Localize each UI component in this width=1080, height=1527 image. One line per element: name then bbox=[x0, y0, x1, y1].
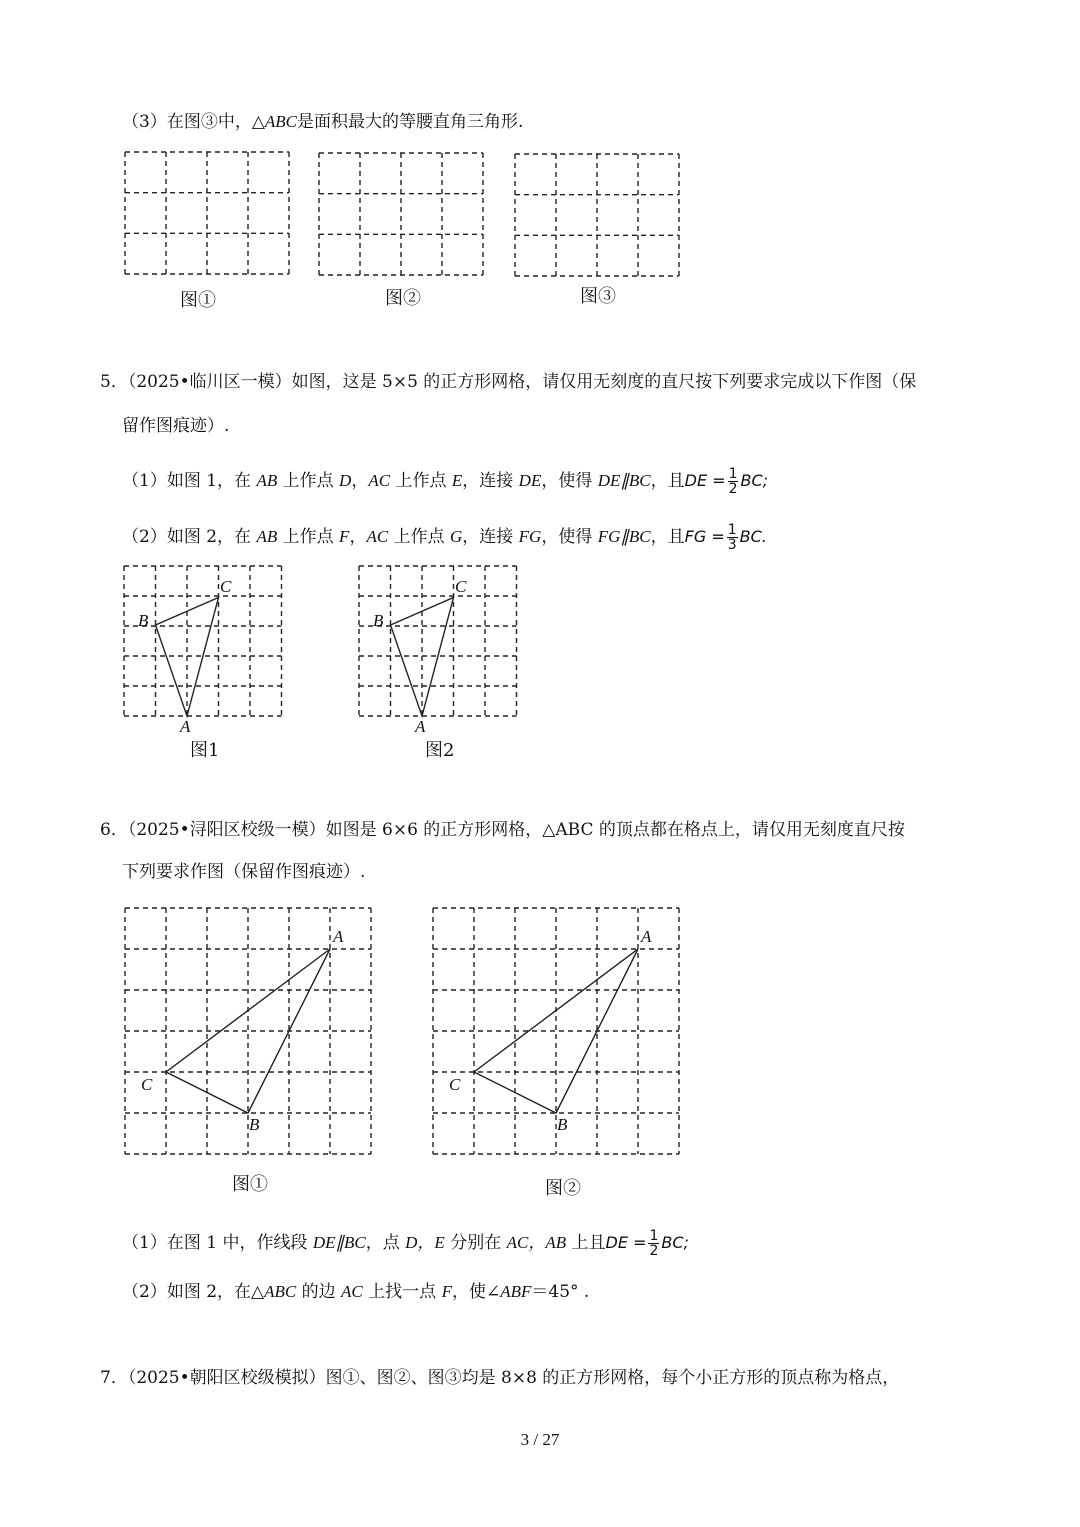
q4-part3-text: （3）在图③中，△ABC是面积最大的等腰直角三角形. bbox=[122, 112, 524, 132]
label-b: B bbox=[557, 1115, 568, 1134]
q4-caption-1: 图① bbox=[180, 290, 216, 311]
q6-figure-1 bbox=[125, 908, 371, 1154]
q5-caption-1: 图1 bbox=[190, 740, 220, 761]
q5-caption-2: 图2 bbox=[425, 740, 455, 761]
label-c: C bbox=[455, 577, 467, 596]
q6-caption-2: 图② bbox=[545, 1178, 581, 1199]
q4-caption-3: 图③ bbox=[580, 286, 616, 307]
q5-figure-1 bbox=[124, 566, 282, 736]
label-c: C bbox=[141, 1075, 153, 1094]
fraction-one-half: $\frac{1}{2}$ bbox=[728, 466, 738, 497]
fraction-one-half: $\frac{1}{2}$ bbox=[649, 1228, 659, 1259]
fraction-one-third: $\frac{1}{3}$ bbox=[727, 522, 737, 553]
q6-caption-1: 图① bbox=[232, 1174, 268, 1195]
label-c: C bbox=[220, 577, 232, 596]
label-b: B bbox=[373, 611, 384, 630]
label-a: A bbox=[641, 927, 652, 946]
label-c: C bbox=[449, 1075, 461, 1094]
q5-part1: （1）如图 1，在 AB 上作点 D，AC 上作点 E，连接 DE，使得 DE∥BC，且DE = $\frac{1}{2}$ BC; bbox=[122, 466, 769, 497]
q4-caption-2: 图② bbox=[385, 288, 421, 309]
q4-grid-1 bbox=[125, 152, 290, 277]
label-a: A bbox=[333, 927, 344, 946]
q5-part2: （2）如图 2，在 AB 上作点 F，AC 上作点 G，连接 FG，使得 FG∥BC，且FG = $\frac{1}{3}$ BC. bbox=[122, 522, 767, 553]
label-b: B bbox=[138, 611, 149, 630]
label-a: A bbox=[415, 717, 426, 736]
label-a: A bbox=[180, 717, 191, 736]
q4-grid-3 bbox=[515, 154, 680, 279]
q6-stem-line1: 6．（2025•浔阳区校级一模）如图是 6×6 的正方形网格，△ABC 的顶点都在格点上，请仅用无刻度直尺按 bbox=[100, 820, 905, 840]
page-number: 3 / 27 bbox=[520, 1430, 560, 1449]
label-b: B bbox=[249, 1115, 260, 1134]
q6-part2: （2）如图 2，在△ABC 的边 AC 上找一点 F，使∠ABF＝45° . bbox=[122, 1282, 590, 1302]
q5-stem-line2: 留作图痕迹）. bbox=[122, 416, 230, 436]
q5-figure-2 bbox=[359, 566, 517, 736]
q7-stem-line1: 7．（2025•朝阳区校级模拟）图①、图②、图③均是 8×8 的正方形网格，每个小正方形的顶点称为格点， bbox=[100, 1368, 900, 1388]
q6-figure-2 bbox=[433, 908, 679, 1154]
q6-part1: （1）在图 1 中，作线段 DE∥BC，点 D，E 分别在 AC，AB 上且DE = $\frac{1}{2}$ BC; bbox=[122, 1228, 689, 1259]
q6-stem-line2: 下列要求作图（保留作图痕迹）. bbox=[122, 862, 366, 882]
q4-grid-2 bbox=[319, 153, 484, 278]
q5-stem-line1: 5．（2025•临川区一模）如图，这是 5×5 的正方形网格，请仅用无刻度的直尺按下列要求完成以下作图（保 bbox=[100, 372, 917, 392]
